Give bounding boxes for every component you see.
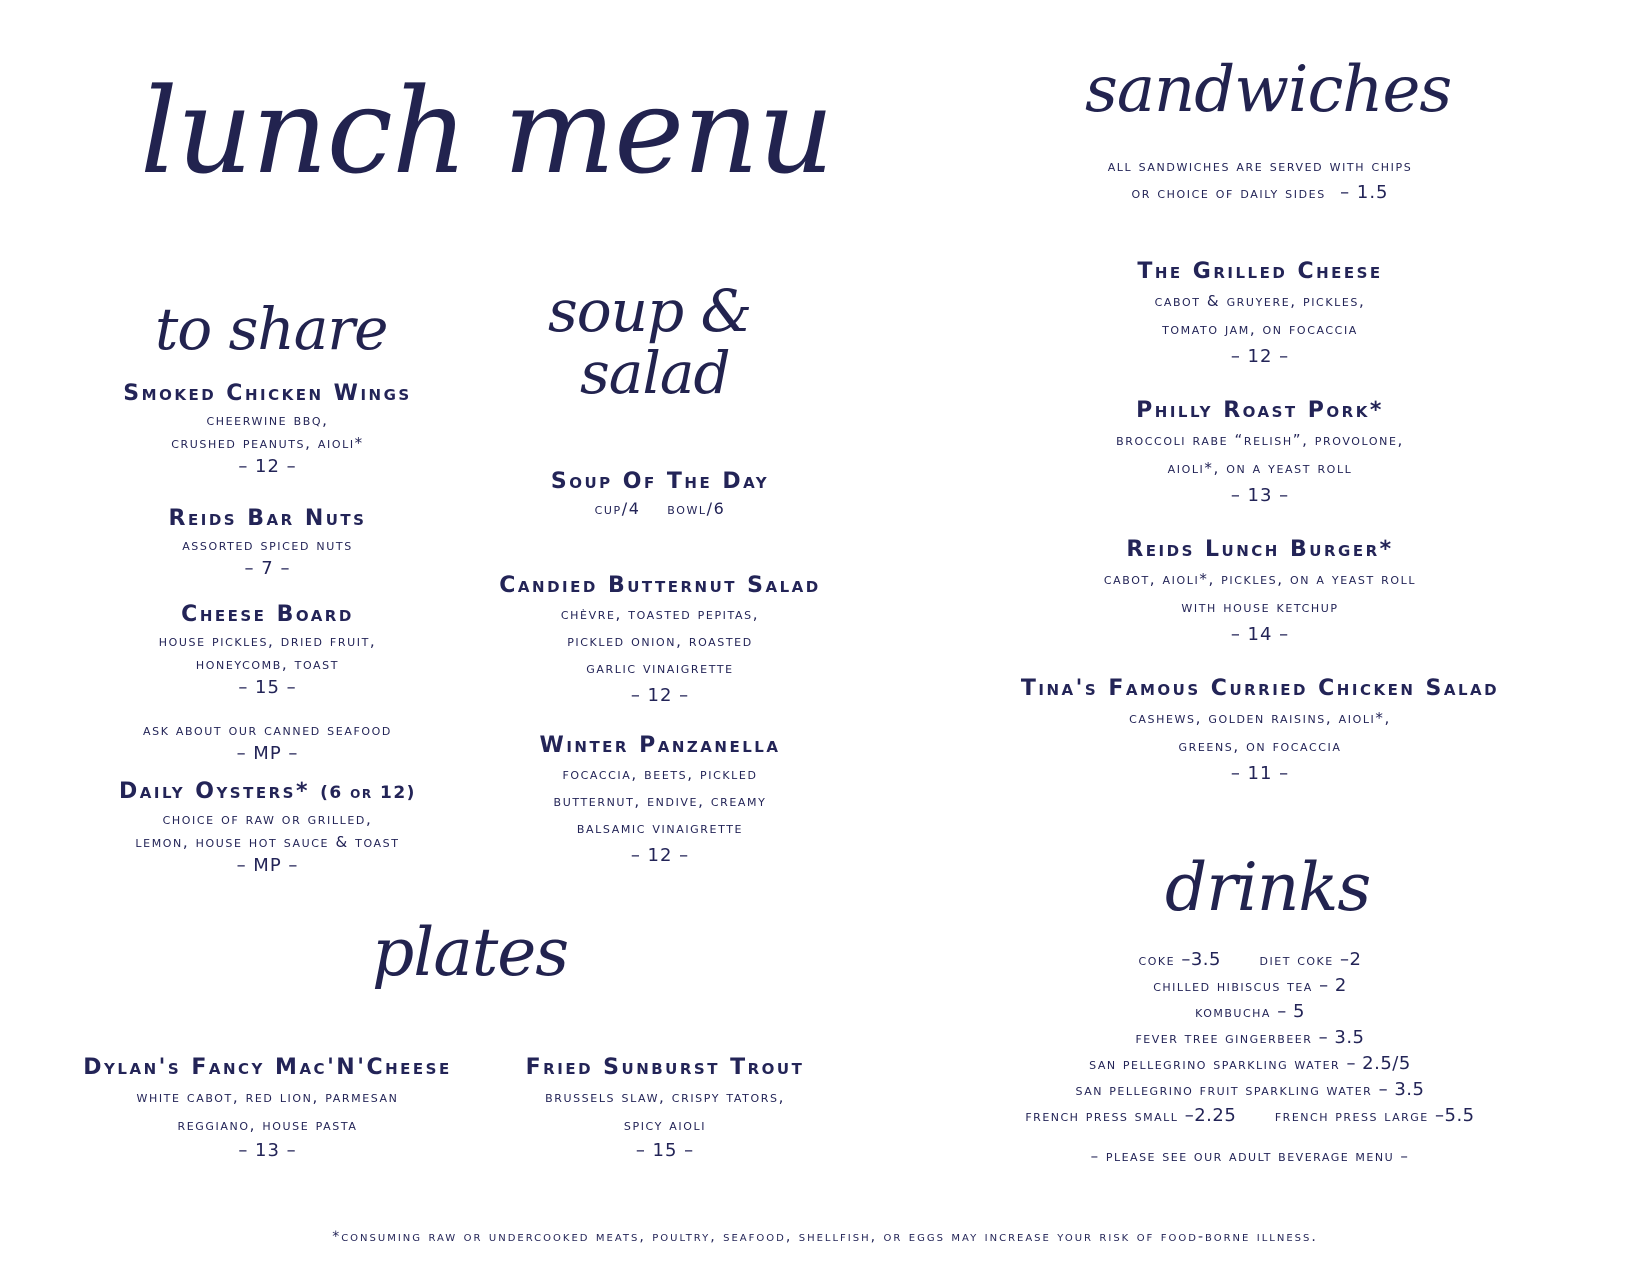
item-name: Cheese Board — [181, 602, 354, 627]
item-name-text: Daily Oysters* — [119, 779, 310, 804]
menu-item — [85, 504, 450, 580]
menu-item — [480, 467, 840, 520]
menu-item — [980, 257, 1540, 371]
drink-price: –3.5 — [1181, 949, 1221, 970]
drink-name: kombucha — [1195, 1003, 1271, 1021]
drink-name: fever tree gingerbeer — [1135, 1029, 1313, 1047]
item-desc: cabot & gruyere, pickles, — [1154, 292, 1366, 310]
plates-item-trout — [485, 1053, 845, 1162]
item-desc: lemon, house hot sauce & toast — [135, 833, 400, 851]
drinks-note: – please see our adult beverage menu – — [1090, 1147, 1410, 1165]
item-desc: reggiano, house pasta — [177, 1116, 358, 1134]
menu-item — [85, 379, 450, 478]
sandwiches-note-price: – 1.5 — [1340, 182, 1389, 203]
item-price: – MP – — [236, 743, 299, 764]
drink-name: french press large — [1274, 1107, 1429, 1125]
item-name: Philly Roast Pork* — [1136, 398, 1384, 423]
drink-row — [940, 1051, 1560, 1077]
drink-row — [940, 999, 1560, 1025]
soup-salad-section — [480, 467, 840, 869]
menu-item — [480, 571, 840, 709]
drink-name: san pellegrino fruit sparkling water — [1075, 1081, 1373, 1099]
drink-name: san pellegrino sparkling water — [1089, 1055, 1341, 1073]
item-price: – 13 – — [238, 1140, 297, 1161]
item-name: Reids Lunch Burger* — [1126, 537, 1394, 562]
menu-item — [85, 719, 450, 765]
item-desc: pickled onion, roasted — [567, 632, 753, 650]
item-price: – 12 – — [630, 685, 690, 706]
drink-price: – 3.5 — [1318, 1027, 1365, 1048]
item-desc: tomato jam, on focaccia — [1162, 320, 1358, 338]
sandwiches-note-line1: all sandwiches are served with chips — [1107, 157, 1413, 175]
menu-item — [980, 674, 1540, 788]
drink-price: –2 — [1339, 949, 1362, 970]
item-price: – 13 – — [1230, 485, 1290, 506]
item-price: – 14 – — [1230, 624, 1290, 645]
item-desc: honeycomb, toast — [195, 655, 340, 673]
drink-row — [940, 947, 1560, 973]
drink-price: – 2 — [1319, 975, 1347, 996]
item-name: The Grilled Cheese — [1137, 259, 1383, 284]
menu-item — [480, 731, 840, 869]
item-price: – 12 – — [238, 456, 297, 477]
drink-row — [940, 973, 1560, 999]
drink-row — [940, 1025, 1560, 1051]
drink-name: chilled hibiscus tea — [1153, 977, 1313, 995]
item-desc: brussels slaw, crispy tators, — [545, 1088, 785, 1106]
item-desc: cup/4 bowl/6 — [594, 499, 726, 518]
soup-salad-heading-line1: soup & — [548, 277, 752, 345]
item-name: Dylan's Fancy Mac'N'Cheese — [83, 1055, 452, 1080]
item-name: Winter Panzanella — [539, 733, 781, 758]
plates-item-mac — [80, 1053, 455, 1162]
item-desc: cashews, golden raisins, aioli*, — [1129, 709, 1391, 727]
item-desc: house pickles, dried fruit, — [158, 632, 377, 650]
drink-price: – 2.5/5 — [1346, 1053, 1411, 1074]
drink-name: french press small — [1025, 1107, 1179, 1125]
footer-disclaimer: *consuming raw or undercooked meats, poultry, seafood, shellfish, or eggs may increase your risk of food-borne illness. — [332, 1229, 1318, 1245]
item-desc: balsamic vinaigrette — [576, 819, 744, 837]
item-desc: white cabot, red lion, parmesan — [136, 1088, 399, 1106]
item-price: – MP – — [236, 855, 299, 876]
sandwiches-note-line2 — [1000, 180, 1520, 207]
drink-name: diet coke — [1259, 951, 1334, 969]
item-name-note: (6 or 12) — [320, 783, 416, 803]
item-price: – 15 – — [238, 677, 297, 698]
to-share-section — [85, 379, 450, 877]
item-name: Tina's Famous Curried Chicken Salad — [1020, 676, 1500, 701]
soup-salad-heading-line2: salad — [580, 339, 730, 407]
item-price: – 12 – — [630, 845, 690, 866]
item-name: Candied Butternut Salad — [499, 573, 821, 598]
drink-name: coke — [1138, 951, 1176, 969]
item-desc: aioli*, on a yeast roll — [1167, 459, 1353, 477]
item-desc: spicy aioli — [623, 1116, 707, 1134]
sandwiches-heading: sandwiches — [1085, 53, 1452, 127]
plates-heading: plates — [372, 914, 569, 991]
item-price: – 11 – — [1230, 763, 1290, 784]
item-name: Smoked Chicken Wings — [123, 381, 412, 406]
item-desc: butternut, endive, creamy — [553, 792, 767, 810]
menu-item — [980, 396, 1540, 510]
item-desc: crushed peanuts, aioli* — [171, 434, 364, 452]
item-desc: broccoli rabe “relish”, provolone, — [1116, 431, 1404, 449]
sandwiches-note-line2-text: or choice of daily sides — [1131, 184, 1326, 202]
item-desc: cheerwine bbq, — [206, 411, 329, 429]
item-name — [85, 777, 450, 808]
drink-price: –5.5 — [1435, 1105, 1475, 1126]
item-price: – 7 – — [244, 558, 291, 579]
drink-row — [940, 1077, 1560, 1103]
drink-price: – 3.5 — [1378, 1079, 1425, 1100]
menu-item — [980, 535, 1540, 649]
item-desc: chèvre, toasted pepitas, — [560, 605, 760, 623]
item-desc: choice of raw or grilled, — [162, 810, 373, 828]
menu-title: lunch menu — [140, 62, 834, 200]
item-name: Soup Of The Day — [550, 469, 770, 494]
item-desc: ask about our canned seafood — [143, 721, 392, 739]
item-price: – 12 – — [1230, 346, 1290, 367]
menu-item — [85, 777, 450, 877]
sandwiches-section — [980, 257, 1540, 788]
drinks-section — [940, 947, 1560, 1169]
drink-row — [940, 1103, 1560, 1129]
drink-price: – 5 — [1277, 1001, 1305, 1022]
item-desc: greens, on focaccia — [1178, 737, 1342, 755]
item-desc: with house ketchup — [1181, 598, 1339, 616]
item-name: Fried Sunburst Trout — [525, 1055, 805, 1080]
item-desc: cabot, aioli*, pickles, on a yeast roll — [1103, 570, 1417, 588]
item-name: Reids Bar Nuts — [168, 506, 367, 531]
menu-item — [85, 600, 450, 699]
item-desc: assorted spiced nuts — [182, 536, 353, 554]
item-desc: garlic vinaigrette — [586, 659, 734, 677]
item-desc: focaccia, beets, pickled — [562, 765, 758, 783]
drinks-heading: drinks — [1165, 849, 1371, 926]
drink-price: –2.25 — [1184, 1105, 1237, 1126]
sandwiches-note — [1000, 153, 1520, 207]
to-share-heading: to share — [155, 295, 388, 363]
item-price: – 15 – — [635, 1140, 695, 1161]
